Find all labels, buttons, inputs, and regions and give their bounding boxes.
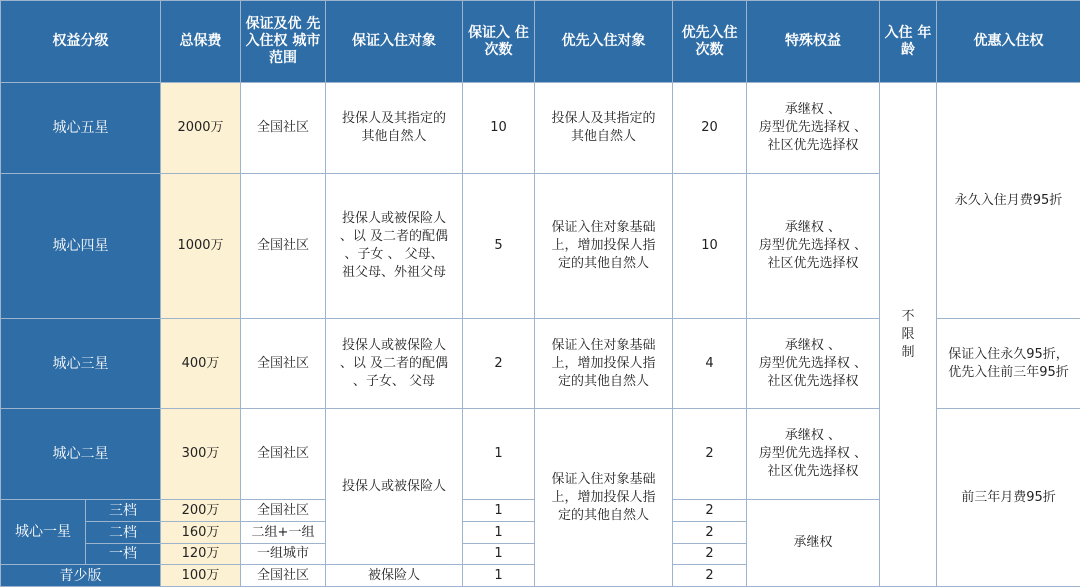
header-premium: 总保费 — [161, 1, 241, 83]
priority-target-cell: 保证入住对象基础 上，增加投保人指 定的其他自然人 — [535, 319, 673, 409]
priority-target-low-cell: 保证入住对象基础 上，增加投保人指 定的其他自然人 — [535, 409, 673, 587]
guarantee-target-cell: 投保人或被保险人 、以 及二者的配偶 、子女 、 父母、 祖父母、外祖父母 — [326, 174, 463, 319]
city-scope-cell: 全国社区 — [241, 174, 326, 319]
header-tier: 权益分级 — [1, 1, 161, 83]
guarantee-times-cell: 10 — [463, 83, 535, 174]
level-cell: 一档 — [86, 544, 161, 565]
priority-times-cell: 2 — [673, 522, 747, 544]
city-scope-cell: 全国社区 — [241, 409, 326, 500]
city-scope-cell: 全国社区 — [241, 319, 326, 409]
guarantee-target-cell: 投保人或被保险人 、以 及二者的配偶 、子女、 父母 — [326, 319, 463, 409]
special-rights-cell: 承继权 、 房型优先选择权 、 社区优先选择权 — [747, 409, 880, 500]
header-guarantee-target: 保证入住对象 — [326, 1, 463, 83]
header-special: 特殊权益 — [747, 1, 880, 83]
tier-cell: 城心三星 — [1, 319, 161, 409]
premium-cell: 300万 — [161, 409, 241, 500]
header-priority-target: 优先入住对象 — [535, 1, 673, 83]
premium-cell: 2000万 — [161, 83, 241, 174]
guarantee-target-cell: 投保人及其指定的 其他自然人 — [326, 83, 463, 174]
header-row — [1, 1, 1080, 83]
table-row — [1, 83, 1080, 174]
age-cell: 不 限 制 — [880, 83, 937, 587]
special-rights-cell: 承继权 、 房型优先选择权 、 社区优先选择权 — [747, 319, 880, 409]
priority-times-cell: 2 — [673, 500, 747, 522]
priority-times-cell: 2 — [673, 544, 747, 565]
guarantee-times-cell: 1 — [463, 565, 535, 587]
header-city-scope: 保证及优 先入住权 城市范围 — [241, 1, 326, 83]
level-cell: 二档 — [86, 522, 161, 544]
priority-times-cell: 2 — [673, 409, 747, 500]
priority-target-cell: 投保人及其指定的 其他自然人 — [535, 83, 673, 174]
tier-cell: 城心一星 — [1, 500, 86, 565]
tier-cell: 城心二星 — [1, 409, 161, 500]
header-priority-times: 优先入住 次数 — [673, 1, 747, 83]
header-age: 入住 年龄 — [880, 1, 937, 83]
special-rights-cell: 承继权 — [747, 500, 880, 587]
guarantee-times-cell: 1 — [463, 409, 535, 500]
city-scope-cell: 全国社区 — [241, 500, 326, 522]
discount-top-cell: 永久入住月费95折 — [937, 83, 1080, 319]
premium-cell: 1000万 — [161, 174, 241, 319]
guarantee-times-cell: 1 — [463, 544, 535, 565]
special-rights-cell: 承继权 、 房型优先选择权 、 社区优先选择权 — [747, 83, 880, 174]
premium-cell: 200万 — [161, 500, 241, 522]
discount-mid-cell: 保证入住永久95折， 优先入住前三年95折 — [937, 319, 1080, 409]
premium-cell: 400万 — [161, 319, 241, 409]
city-scope-cell: 二组+一组 — [241, 522, 326, 544]
guarantee-times-cell: 1 — [463, 522, 535, 544]
priority-times-cell: 20 — [673, 83, 747, 174]
premium-cell: 160万 — [161, 522, 241, 544]
premium-cell: 120万 — [161, 544, 241, 565]
guarantee-times-cell: 2 — [463, 319, 535, 409]
priority-times-cell: 2 — [673, 565, 747, 587]
city-scope-cell: 全国社区 — [241, 83, 326, 174]
priority-target-cell: 保证入住对象基础 上，增加投保人指 定的其他自然人 — [535, 174, 673, 319]
guarantee-times-cell: 5 — [463, 174, 535, 319]
priority-times-cell: 4 — [673, 319, 747, 409]
special-rights-cell: 承继权 、 房型优先选择权 、 社区优先选择权 — [747, 174, 880, 319]
tier-cell: 城心四星 — [1, 174, 161, 319]
guarantee-target-low-cell: 投保人或被保险人 — [326, 409, 463, 565]
discount-low-cell: 前三年月费95折 — [937, 409, 1080, 587]
guarantee-target-cell: 被保险人 — [326, 565, 463, 587]
tier-cell: 城心五星 — [1, 83, 161, 174]
premium-cell: 100万 — [161, 565, 241, 587]
city-scope-cell: 一组城市 — [241, 544, 326, 565]
priority-times-cell: 10 — [673, 174, 747, 319]
guarantee-times-cell: 1 — [463, 500, 535, 522]
header-guarantee-times: 保证入 住次数 — [463, 1, 535, 83]
tier-cell: 青少版 — [1, 565, 161, 587]
level-cell: 三档 — [86, 500, 161, 522]
header-discount: 优惠入住权 — [937, 1, 1080, 83]
city-scope-cell: 全国社区 — [241, 565, 326, 587]
